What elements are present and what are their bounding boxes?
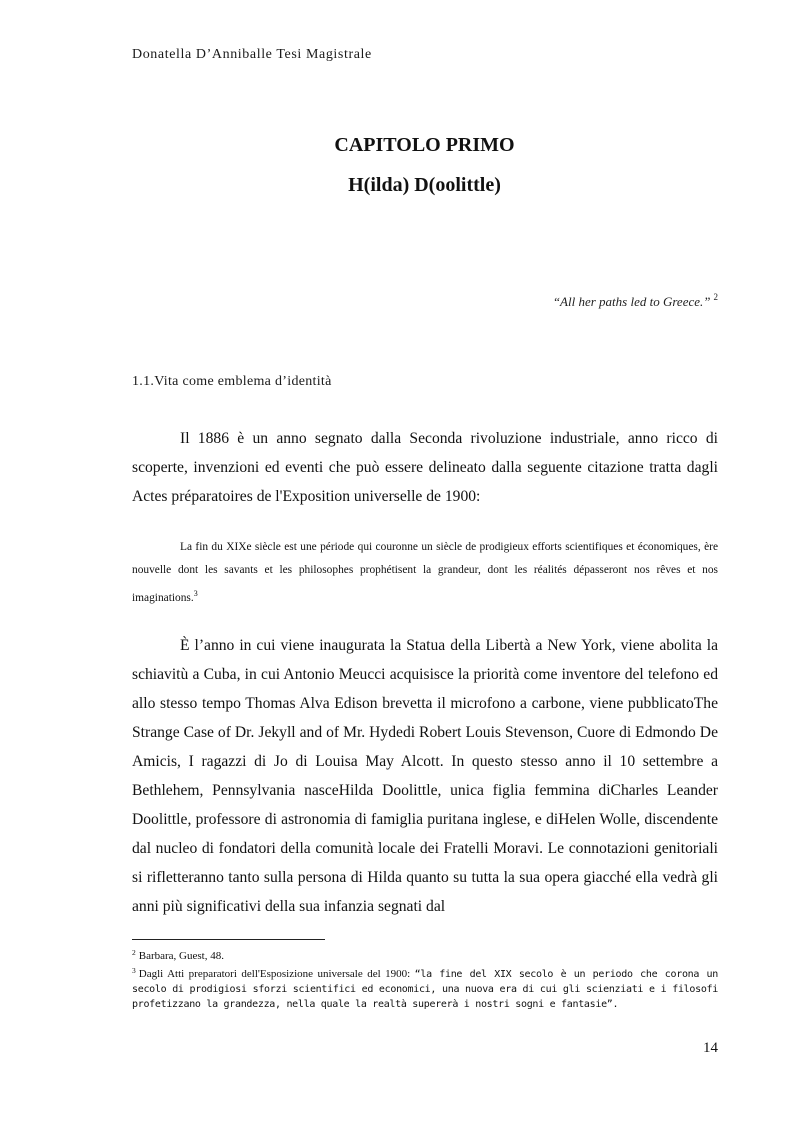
- chapter-heading: [0, 130, 794, 200]
- running-header: Donatella D’Anniballe Tesi Magistrale: [132, 47, 372, 62]
- block-quote: [132, 536, 718, 610]
- page-number: 14: [703, 1040, 718, 1056]
- footnote-number: 3: [132, 966, 136, 975]
- quote-footnote-ref[interactable]: 3: [193, 589, 198, 598]
- body-paragraph-2: È l’anno in cui viene inaugurata la Statua della Libertà a New York, viene abolita la schiavitù a Cuba, in cui Antonio Meucci acquisisce la priorità come inventore del telefono ed allo stesso tempo Thomas Alva Edison brevetta il microfono a carbone, viene pubblicatoThe Strange Case of Dr. Jekyll and of Mr. Hydedi Robert Louis Stevenson, Cuore di Edmondo De Amicis, I ragazzi di Jo di Louisa May Alcott. In questo stesso anno il 10 settembre a Bethlehem, Pennsylvania nasceHilda Doolittle, unica figlia femmina diCharles Leander Doolittle, professore di astronomia di famiglia puritana inglese, e diHelen Wolle, discendente dal nucleo di fondatori della comunità locale dei Fratelli Moravi. Le connotazioni genitoriali si rifletteranno tanto sulla persona di Hilda quanto su tutta la sua opera giacché ella vedrà gli anni più significativi della sua infanzia segnati dal: [132, 637, 718, 915]
- footnote-quoted-text: “la fine del XIX secolo è un periodo che corona un secolo di prodigiosi sforzi scientifici ed economici, una nuova era di cui gli scienziati e i filosofi profetizzano la grandezza, nella quale la realtà supererà i nostri sogni e fantasie”.: [132, 969, 718, 1010]
- section-heading: 1.1.Vita come emblema d’identità: [132, 374, 332, 389]
- chapter-subtitle: H(ilda) D(oolittle): [348, 174, 501, 196]
- epigraph-text: “All her paths led to Greece.”: [552, 294, 711, 309]
- footnote-number: 2: [132, 948, 136, 957]
- footnote-separator: [132, 939, 325, 940]
- footnote-3: [132, 964, 718, 1012]
- chapter-title: CAPITOLO PRIMO: [334, 134, 515, 156]
- footnote-text: Dagli Atti preparatori dell'Esposizione universale del 1900:: [138, 968, 415, 980]
- body-paragraph-1: Il 1886 è un anno segnato dalla Seconda rivoluzione industriale, anno ricco di scoperte, invenzioni ed eventi che può essere delineato dalla seguente citazione tratta dagli Actes préparatoires de l'Exposition universelle de 1900:: [132, 430, 718, 505]
- epigraph: [553, 292, 718, 310]
- epigraph-footnote-ref[interactable]: 2: [713, 292, 718, 302]
- footnote-2: [132, 946, 718, 963]
- block-quote-text: La fin du XIXe siècle est une période qui couronne un siècle de prodigieux efforts scientifiques et économiques, ère nouvelle dont les savants et les philosophes prophétisent la grandeur, dont les réalités dépasseront nos rêves et nos imaginations.: [132, 541, 718, 604]
- footnotes: [132, 946, 718, 1013]
- footnote-text: Barbara, Guest, 48.: [138, 950, 224, 962]
